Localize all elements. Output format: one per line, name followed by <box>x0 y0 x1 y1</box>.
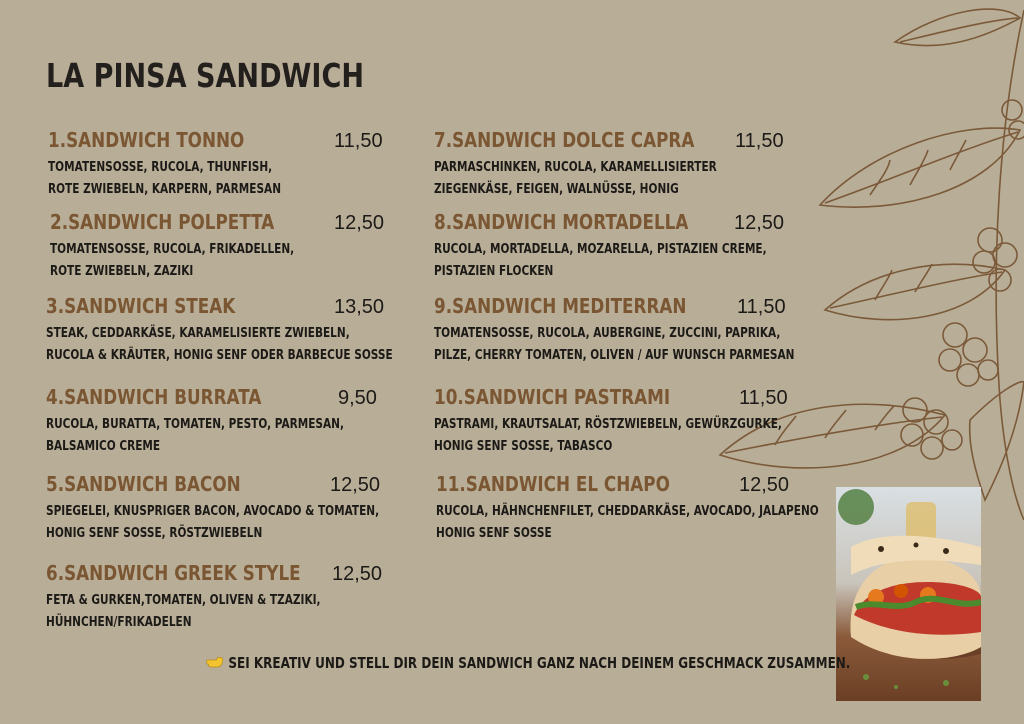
item-price: 12,50 <box>734 212 785 234</box>
item-name: 4.SANDWICH BURRATA <box>46 385 262 409</box>
item-name: 7.SANDWICH DOLCE CAPRA <box>434 128 695 152</box>
item-description: FETA & GURKEN,TOMATEN, OLIVEN & TZAZIKI, HÜHNCHEN/FRIKADELEN <box>46 592 321 630</box>
customize-note <box>206 654 850 672</box>
item-description: RUCOLA, HÄHNCHENFILET, CHEDDARKÄSE, AVOCADO, JALAPENO HONIG SENF SOSSE <box>436 503 819 541</box>
item-name: 5.SANDWICH BACON <box>46 472 241 496</box>
item-price: 11,50 <box>737 296 786 318</box>
item-price: 13,50 <box>334 296 385 318</box>
item-name: 11.SANDWICH EL CHAPO <box>436 472 670 496</box>
item-name: 6.SANDWICH GREEK STYLE <box>46 561 301 585</box>
item-name: 2.SANDWICH POLPETTA <box>50 210 275 234</box>
item-description: TOMATENSOSSE, RUCOLA, THUNFISH, ROTE ZWIEBELN, KARPERN, PARMESAN <box>48 159 282 197</box>
item-description: RUCOLA, BURATTA, TOMATEN, PESTO, PARMESAN, BALSAMICO CREME <box>46 416 344 454</box>
pointing-hand-icon <box>206 655 224 669</box>
item-price: 12,50 <box>739 474 790 496</box>
item-name: 1.SANDWICH TONNO <box>48 128 245 152</box>
item-price: 12,50 <box>334 212 385 234</box>
sandwich-photo <box>836 487 981 701</box>
item-description: RUCOLA, MORTADELLA, MOZARELLA, PISTAZIEN CREME, PISTAZIEN FLOCKEN <box>434 241 767 279</box>
item-description: SPIEGELEI, KNUSPRIGER BACON, AVOCADO & TOMATEN, HONIG SENF SOSSE, RÖSTZWIEBELN <box>46 503 380 541</box>
item-name: 9.SANDWICH MEDITERRAN <box>434 294 687 318</box>
item-description: TOMATENSOSSE, RUCOLA, AUBERGINE, ZUCCINI, PAPRIKA, PILZE, CHERRY TOMATEN, OLIVEN / AUF WUNSCH PARMESAN <box>434 325 795 363</box>
item-price: 12,50 <box>332 563 383 585</box>
item-name: 8.SANDWICH MORTADELLA <box>434 210 689 234</box>
item-description: STEAK, CEDDARKÄSE, KARAMELISIERTE ZWIEBELN, RUCOLA & KRÄUTER, HONIG SENF ODER BARBECUE SOSSE <box>46 325 393 363</box>
item-price: 11,50 <box>735 130 784 152</box>
item-price: 9,50 <box>338 387 377 409</box>
item-price: 11,50 <box>334 130 383 152</box>
item-name: 10.SANDWICH PASTRAMI <box>434 385 671 409</box>
item-description: PASTRAMI, KRAUTSALAT, RÖSTZWIEBELN, GEWÜRZGURKE, HONIG SENF SOSSE, TABASCO <box>434 416 782 454</box>
note-text: SEI KREATIV UND STELL DIR DEIN SANDWICH GANZ NACH DEINEM GESCHMACK ZUSAMMEN. <box>228 654 851 672</box>
item-price: 11,50 <box>739 387 788 409</box>
item-description: PARMASCHINKEN, RUCOLA, KARAMELLISIERTER ZIEGENKÄSE, FEIGEN, WALNÜSSE, HONIG <box>434 159 717 197</box>
page-title: LA PINSA SANDWICH <box>46 56 364 95</box>
item-description: TOMATENSOSSE, RUCOLA, FRIKADELLEN, ROTE ZWIEBELN, ZAZIKI <box>50 241 295 279</box>
item-name: 3.SANDWICH STEAK <box>46 294 236 318</box>
item-price: 12,50 <box>330 474 381 496</box>
